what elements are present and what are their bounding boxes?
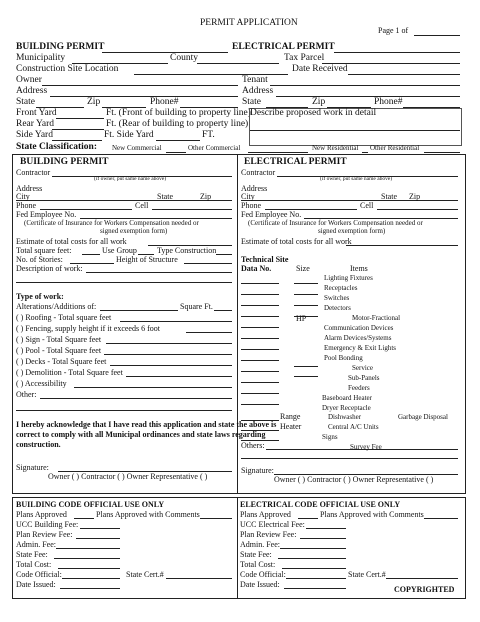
elec-item: Garbage Disposal xyxy=(398,413,448,421)
elec-item: Sub-Panels xyxy=(348,374,380,382)
elec-item: Central A/C Units xyxy=(328,423,379,431)
bco-with-comments: Plans Approved with Comments xyxy=(96,510,200,519)
heater-label: Heater xyxy=(280,422,302,431)
b-description-line-2[interactable] xyxy=(16,282,232,283)
eco-fee-field[interactable] xyxy=(306,528,346,529)
alterations-field[interactable] xyxy=(100,310,178,311)
bco-fee-field[interactable] xyxy=(80,528,120,529)
e-fed-employee-label: Fed Employee No. xyxy=(241,210,302,219)
owner-field[interactable] xyxy=(42,85,238,86)
top-building-permit-label: BUILDING PERMIT xyxy=(16,42,105,52)
items-header: Items xyxy=(350,264,368,273)
side-ft-label: FT. xyxy=(202,130,215,140)
owner-phone-label: Phone# xyxy=(150,97,179,107)
size-header: Size xyxy=(296,264,310,273)
form-title: PERMIT APPLICATION xyxy=(200,18,298,28)
data-no-field[interactable] xyxy=(241,382,279,383)
eco-plan-review-field[interactable] xyxy=(300,538,346,539)
b-height-field[interactable] xyxy=(184,263,232,264)
eco-state-cert-field[interactable] xyxy=(386,578,458,579)
data-no-field[interactable] xyxy=(241,316,279,317)
others-line-2[interactable] xyxy=(241,458,458,459)
elec-item: Survey Fee xyxy=(350,443,382,451)
elec-item: Receptacles xyxy=(324,284,358,292)
heater-field[interactable] xyxy=(241,430,279,431)
data-no-field[interactable] xyxy=(241,404,279,405)
elec-item: Baseboard Heater xyxy=(322,394,372,402)
demolition-field[interactable] xyxy=(126,376,232,377)
owner-zip-label: Zip xyxy=(87,97,101,107)
bco-date-issued-label: Date Issued: xyxy=(16,580,56,589)
rear-yard-field[interactable] xyxy=(52,129,104,130)
tenant-address-label: Address xyxy=(242,86,274,96)
decks-item[interactable]: ( ) Decks - Total Square feet xyxy=(16,357,107,366)
eco-heading: ELECTRICAL CODE OFFICIAL USE ONLY xyxy=(240,500,401,509)
pool-item[interactable]: ( ) Pool - Total Square feet xyxy=(16,346,102,355)
e-if-owner-note: (if owner, put same name above) xyxy=(320,176,393,182)
e-zip-label: Zip xyxy=(409,192,421,201)
front-yard-note: Ft. (Front of building to property line) xyxy=(106,108,251,118)
tenant-phone-label: Phone# xyxy=(374,97,403,107)
other-work-field[interactable] xyxy=(40,398,232,399)
electrical-heading: ELECTRICAL PERMIT xyxy=(244,157,347,167)
size-field[interactable] xyxy=(294,305,318,306)
eco-state-cert-label: State Cert.# xyxy=(348,570,386,579)
tenant-field[interactable] xyxy=(270,85,460,86)
b-if-owner-note: (if owner, put same name above) xyxy=(94,176,167,182)
technical-site-label: Technical Site xyxy=(241,255,289,264)
date-received-label: Date Received xyxy=(292,64,348,74)
eco-date-issued-field[interactable] xyxy=(284,588,346,589)
eco-date-issued-label: Date Issued: xyxy=(240,580,280,589)
eco-fee-label: UCC Electrical Fee: xyxy=(240,520,305,529)
b-address-label: Address xyxy=(16,184,43,193)
bco-code-official-label: Code Official: xyxy=(16,570,62,579)
eco-total-label: Total Cost: xyxy=(240,560,276,569)
elec-item: Signs xyxy=(322,433,338,441)
e-roles[interactable]: Owner ( ) Contractor ( ) Owner Representative ( ) xyxy=(274,475,434,484)
rear-yard-label: Rear Yard xyxy=(16,119,54,129)
roofing-field[interactable] xyxy=(120,321,232,322)
other-work-line-2[interactable] xyxy=(16,410,232,411)
other-commercial-field[interactable] xyxy=(248,152,308,153)
pool-field[interactable] xyxy=(104,354,232,355)
elec-item: Emergency & Exit Lights xyxy=(324,344,396,352)
front-yard-field[interactable] xyxy=(56,118,104,119)
b-cert-note-1: (Certificate of Insurance for Workers Compensation needed or xyxy=(24,219,199,227)
bco-state-cert-field[interactable] xyxy=(166,578,232,579)
elec-item: Switches xyxy=(324,294,350,302)
other-commercial-label: Other Commercial xyxy=(188,144,241,152)
eco-code-official-label: Code Official: xyxy=(240,570,286,579)
owner-address-label: Address xyxy=(16,86,48,96)
top-electrical-permit-label: ELECTRICAL PERMIT xyxy=(232,42,335,52)
new-residential-label: New Residential xyxy=(312,144,359,152)
bco-plans-approved-field[interactable] xyxy=(74,518,94,519)
tax-parcel-label: Tax Parcel xyxy=(284,53,325,63)
official-divider xyxy=(237,497,238,598)
alterations-sqft-field[interactable] xyxy=(214,310,232,311)
date-received-field[interactable] xyxy=(348,74,460,75)
elec-item: Alarm Devices/Systems xyxy=(324,334,392,342)
bco-admin-field[interactable] xyxy=(56,548,120,549)
range-label: Range xyxy=(280,412,301,421)
eco-plans-approved: Plans Approved xyxy=(240,510,291,519)
fencing-item[interactable]: ( ) Fencing, supply height if it exceeds 6 foot xyxy=(16,324,160,333)
tenant-state-label: State xyxy=(242,97,261,107)
side-yard-field-2[interactable] xyxy=(156,140,200,141)
data-no-field[interactable] xyxy=(241,360,279,361)
size-field[interactable] xyxy=(294,376,318,377)
other-residential-label: Other Residential xyxy=(370,144,420,152)
e-cert-note-1: (Certificate of Insurance for Workers Compensation needed or xyxy=(248,219,423,227)
eco-with-comments: Plans Approved with Comments xyxy=(320,510,424,519)
elec-item: Communication Devices xyxy=(324,324,394,332)
b-total-sqft-field[interactable] xyxy=(82,254,100,255)
new-commercial-label: New Commercial xyxy=(112,144,162,152)
page-total-field[interactable] xyxy=(414,35,460,36)
eco-admin-field[interactable] xyxy=(280,548,346,549)
eco-plans-approved-field[interactable] xyxy=(298,518,318,519)
data-no-header: Data No. xyxy=(241,264,272,273)
fencing-field[interactable] xyxy=(186,332,232,333)
b-description-label: Description of work: xyxy=(16,264,83,273)
copyright-label: COPYRIGHTED xyxy=(394,585,455,594)
bco-plans-approved: Plans Approved xyxy=(16,510,67,519)
b-fed-employee-label: Fed Employee No. xyxy=(16,210,77,219)
page-of-label: Page 1 of xyxy=(378,26,409,35)
elec-item: Dryer Receptacle xyxy=(322,404,371,412)
b-estimate-label: Estimate of total costs for all work xyxy=(16,237,127,246)
b-cell-label: Cell xyxy=(135,201,149,210)
building-permit-field[interactable] xyxy=(102,52,228,53)
e-address-label: Address xyxy=(241,184,268,193)
e-city-label: City xyxy=(241,192,255,201)
side-yard-note: Ft. Side Yard xyxy=(104,130,154,140)
elec-item: Pool Bonding xyxy=(324,354,363,362)
building-heading: BUILDING PERMIT xyxy=(20,157,109,167)
others-field[interactable] xyxy=(266,449,458,450)
describe-work-label: Describe proposed work in detail xyxy=(250,108,377,118)
construction-site-label: Construction Site Location xyxy=(16,64,119,74)
type-of-work-heading: Type of work: xyxy=(16,292,64,301)
data-no-field[interactable] xyxy=(241,371,279,372)
elec-item: Motor-Fractional xyxy=(352,314,401,322)
b-phone-label: Phone xyxy=(16,201,36,210)
b-total-sqft-label: Total square feet: xyxy=(16,246,72,255)
e-contractor-label: Contractor xyxy=(241,168,276,177)
bco-state-fee-field[interactable] xyxy=(54,558,120,559)
county-field[interactable] xyxy=(197,63,279,64)
b-roles[interactable]: Owner ( ) Contractor ( ) Owner Representative ( ) xyxy=(48,472,208,481)
acknowledgement: I hereby acknowledge that I have read this application and state the above is correct to comply with all Municipal ordinances and state laws regarding construction. xyxy=(16,420,277,449)
data-no-field[interactable] xyxy=(241,393,279,394)
e-cell-field[interactable] xyxy=(377,209,458,210)
size-field[interactable] xyxy=(294,294,318,295)
elec-item: Lighting Fixtures xyxy=(324,274,373,282)
b-cell-field[interactable] xyxy=(152,209,232,210)
bco-code-official-field[interactable] xyxy=(62,578,120,579)
data-no-field[interactable] xyxy=(241,305,279,306)
data-no-field[interactable] xyxy=(241,338,279,339)
data-no-field[interactable] xyxy=(241,327,279,328)
rear-yard-note: Ft. (Rear of building to property line) xyxy=(106,119,249,129)
alterations-label: Alterations/Additions of: xyxy=(16,302,97,311)
side-yard-field[interactable] xyxy=(52,140,102,141)
elec-item: Service xyxy=(352,364,373,372)
tenant-address-field[interactable] xyxy=(276,96,460,97)
elec-item: Detectors xyxy=(324,304,351,312)
eco-admin-label: Admin. Fee: xyxy=(240,540,280,549)
e-signature-label: Signature: xyxy=(241,466,274,475)
bco-total-field[interactable] xyxy=(58,568,120,569)
accessibility-field[interactable] xyxy=(74,387,232,388)
tenant-zip-label: Zip xyxy=(312,97,326,107)
b-state-label: State xyxy=(157,192,173,201)
front-yard-label: Front Yard xyxy=(16,108,57,118)
bco-fee-label: UCC Building Fee: xyxy=(16,520,79,529)
sign-field[interactable] xyxy=(106,343,232,344)
b-use-group-label: Use Group xyxy=(102,246,137,255)
county-label: County xyxy=(170,53,198,63)
eco-code-official-field[interactable] xyxy=(286,578,346,579)
new-commercial-field[interactable] xyxy=(166,152,186,153)
e-phone-label: Phone xyxy=(241,201,261,210)
size-field[interactable] xyxy=(294,283,318,284)
b-stories-label: No. of Stories: xyxy=(16,255,63,264)
new-residential-field[interactable] xyxy=(362,152,368,153)
state-classification-label: State Classification: xyxy=(16,142,98,152)
owner-state-label: State xyxy=(16,97,35,107)
eco-state-fee-field[interactable] xyxy=(278,558,346,559)
decks-field[interactable] xyxy=(110,365,232,366)
hp-label: HP xyxy=(296,314,307,323)
data-no-field[interactable] xyxy=(241,349,279,350)
bco-heading: BUILDING CODE OFFICIAL USE ONLY xyxy=(16,500,165,509)
other-work-label: Other: xyxy=(16,390,37,399)
other-residential-field[interactable] xyxy=(424,152,460,153)
b-city-label: City xyxy=(16,192,30,201)
side-yard-label: Side Yard xyxy=(16,130,53,140)
owner-label: Owner xyxy=(16,75,42,85)
alterations-sqft-label: Square Ft. xyxy=(180,302,213,311)
b-signature-label: Signature: xyxy=(16,463,49,472)
eco-state-fee-label: State Fee: xyxy=(240,550,272,559)
e-cell-label: Cell xyxy=(360,201,374,210)
bco-admin-label: Admin. Fee: xyxy=(16,540,56,549)
eco-total-field[interactable] xyxy=(282,568,346,569)
elec-item: Dishwasher xyxy=(328,413,362,421)
municipality-label: Municipality xyxy=(16,53,66,63)
e-estimate-label: Estimate of total costs for all work xyxy=(241,237,352,246)
b-type-construction-label: Type Construction xyxy=(157,246,217,255)
b-height-label: Height of Structure xyxy=(116,255,178,264)
b-contractor-label: Contractor xyxy=(16,168,51,177)
e-state-label: State xyxy=(381,192,397,201)
range-field[interactable] xyxy=(241,420,279,421)
demolition-item[interactable]: ( ) Demolition - Total Square feet xyxy=(16,368,123,377)
e-address-field[interactable] xyxy=(241,200,458,201)
eco-with-comments-field[interactable] xyxy=(424,518,458,519)
electrical-permit-field[interactable] xyxy=(334,52,460,53)
accessibility-item[interactable]: ( ) Accessibility xyxy=(16,379,67,388)
eco-plan-review-label: Plan Review Fee: xyxy=(240,530,297,539)
owner-address-field[interactable] xyxy=(50,96,238,97)
others-label: Others: xyxy=(241,441,265,450)
bco-plan-review-label: Plan Review Fee: xyxy=(16,530,73,539)
elec-item: Feeders xyxy=(348,384,370,392)
b-type-construction-field[interactable] xyxy=(216,254,232,255)
describe-line-1 xyxy=(250,130,460,131)
b-cert-note-2: signed exemption form) xyxy=(100,227,168,235)
e-cert-note-2: signed exemption form) xyxy=(318,227,386,235)
b-description-field[interactable] xyxy=(86,272,232,273)
bco-total-label: Total Cost: xyxy=(16,560,52,569)
bco-plan-review-field[interactable] xyxy=(76,538,120,539)
data-no-field[interactable] xyxy=(241,283,279,284)
bco-with-comments-field[interactable] xyxy=(200,518,232,519)
data-no-field[interactable] xyxy=(241,294,279,295)
bco-state-cert-label: State Cert.# xyxy=(126,570,164,579)
roofing-item[interactable]: ( ) Roofing - Total square feet xyxy=(16,313,112,322)
bco-state-fee-label: State Fee: xyxy=(16,550,48,559)
bco-date-issued-field[interactable] xyxy=(60,588,120,589)
tenant-label: Tenant xyxy=(242,75,268,85)
size-field[interactable] xyxy=(294,366,318,367)
e-estimate-field[interactable] xyxy=(346,245,458,246)
b-zip-label: Zip xyxy=(200,192,212,201)
sign-item[interactable]: ( ) Sign - Total Square feet xyxy=(16,335,102,344)
